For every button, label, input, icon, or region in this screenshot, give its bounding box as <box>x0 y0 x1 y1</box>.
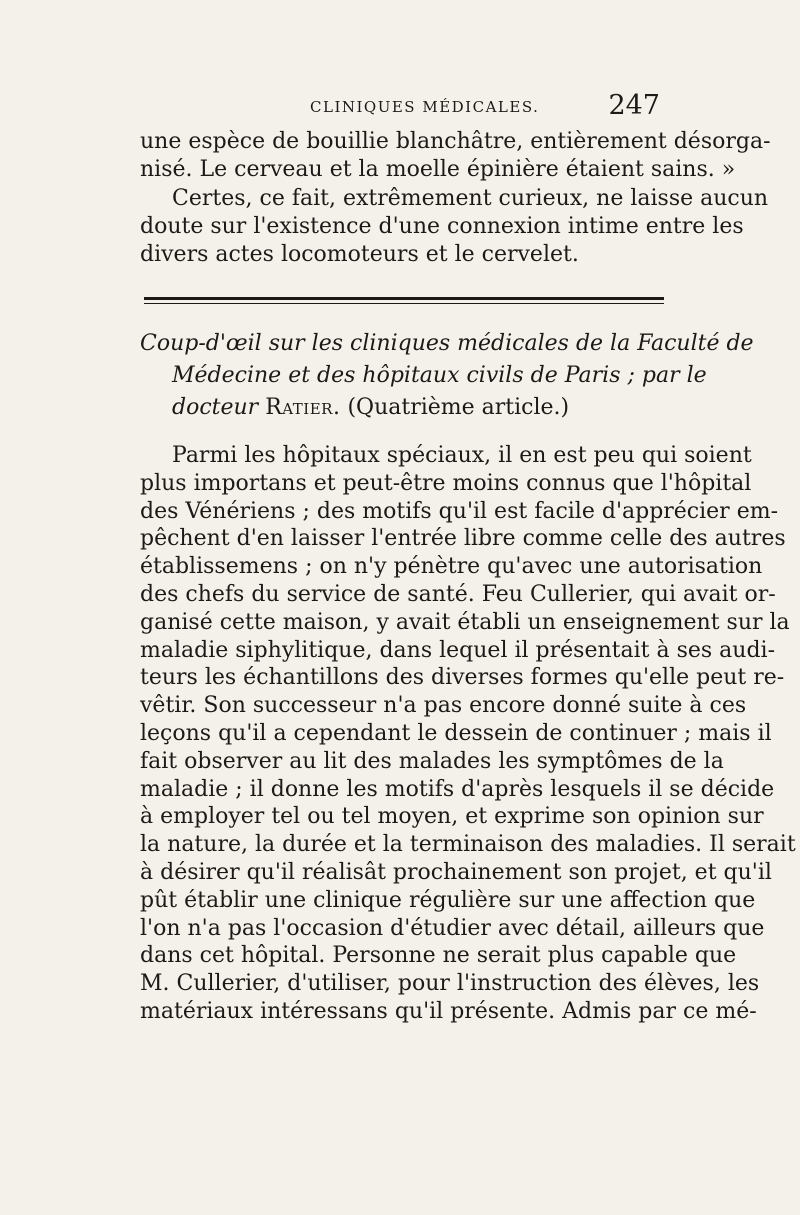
text-line: des Vénériens ; des motifs qu'il est facile d'apprécier em- <box>140 498 779 524</box>
author-name: Ratier. <box>265 395 341 420</box>
heading-line-author <box>140 392 670 424</box>
text-line: teurs les échantillons des diverses formes qu'elle peut re- <box>140 665 785 691</box>
text-line: maladie siphylitique, dans lequel il présentait à ses audi- <box>140 637 776 663</box>
heading-text: docteur <box>172 395 259 420</box>
text-line: des chefs du service de santé. Feu Cullerier, qui avait or- <box>140 581 776 607</box>
text-line: dans cet hôpital. Personne ne serait plus capable que <box>140 943 737 969</box>
text-line: plus importans et peut-être moins connus que l'hôpital <box>140 470 752 496</box>
text-line: pût établir une clinique régulière sur une affection que <box>140 887 756 913</box>
heading-line: Médecine et des hôpitaux civils de Paris ; par le <box>172 363 707 388</box>
text-line: maladie ; il donne les motifs d'après lesquels il se décide <box>140 776 775 802</box>
running-title: CLINIQUES MÉDICALES. <box>310 98 540 116</box>
article-note: (Quatrième article.) <box>347 395 570 420</box>
text-line: la nature, la durée et la terminaison des maladies. Il serait <box>140 832 796 858</box>
text-line: nisé. Le cerveau et la moelle épinière étaient sains. » <box>140 157 736 183</box>
text-line: à désirer qu'il réalisât prochainement son projet, et qu'il <box>140 859 772 885</box>
text-line: l'on n'a pas l'occasion d'étudier avec détail, ailleurs que <box>140 915 765 941</box>
text-line: divers actes locomoteurs et le cervelet. <box>140 242 579 268</box>
text-line: pêchent d'en laisser l'entrée libre comme celle des autres <box>140 526 786 552</box>
article-heading <box>140 328 754 424</box>
text-line: Parmi les hôpitaux spéciaux, il en est peu qui soient <box>172 443 752 468</box>
text-line: fait observer au lit des malades les symptômes de la <box>140 748 724 774</box>
text-line: ganisé cette maison, y avait établi un enseignement sur la <box>140 609 790 635</box>
text-line: leçons qu'il a cependant le dessein de continuer ; mais il <box>140 720 772 746</box>
text-line: vêtir. Son successeur n'a pas encore donné suite à ces <box>140 693 747 719</box>
text-line: Certes, ce fait, extrêmement curieux, ne laisse aucun <box>172 185 769 211</box>
section-divider <box>144 297 664 304</box>
text-line: doute sur l'existence d'une connexion intime entre les <box>140 213 744 239</box>
running-head <box>140 92 660 126</box>
paragraph-main <box>140 442 796 1026</box>
text-line: une espèce de bouillie blanchâtre, entièrement désorga- <box>140 129 771 154</box>
text-line: M. Cullerier, d'utiliser, pour l'instruction des élèves, les <box>140 971 760 997</box>
page-number: 247 <box>608 90 660 121</box>
heading-line: Coup-d'œil sur les cliniques médicales de la Faculté de <box>140 331 754 356</box>
text-line: à employer tel ou tel moyen, et exprime son opinion sur <box>140 804 764 830</box>
text-line: établissemens ; on n'y pénètre qu'avec une autorisation <box>140 554 763 580</box>
paragraph-continued <box>140 128 771 269</box>
text-line: matériaux intéressans qu'il présente. Admis par ce mé- <box>140 998 757 1024</box>
